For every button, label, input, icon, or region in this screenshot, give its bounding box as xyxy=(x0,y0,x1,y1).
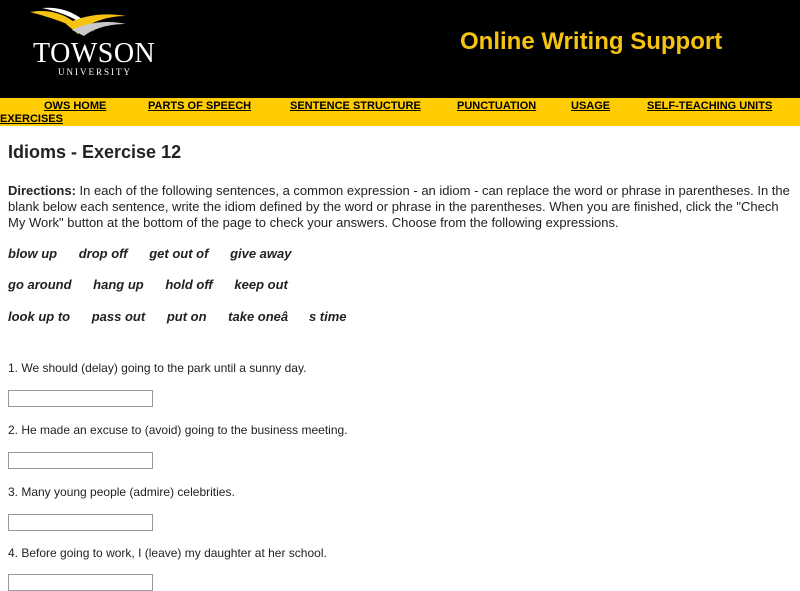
site-title: Online Writing Support xyxy=(460,28,723,55)
nav-self-teaching-units[interactable]: SELF-TEACHING UNITS xyxy=(647,100,773,112)
answer-input-2[interactable] xyxy=(8,452,153,469)
question-1: 1. We should (delay) going to the park until a sunny day. xyxy=(8,361,307,375)
answer-input-3[interactable] xyxy=(8,514,153,531)
expression-item: go around xyxy=(8,277,72,292)
nav-sentence-structure[interactable]: SENTENCE STRUCTURE xyxy=(290,100,421,112)
nav-exercises[interactable]: EXERCISES xyxy=(0,113,63,125)
nav-usage[interactable]: USAGE xyxy=(571,100,611,112)
nav-parts-of-speech[interactable]: PARTS OF SPEECH xyxy=(148,100,252,112)
expression-row xyxy=(8,246,310,261)
answer-input-4[interactable] xyxy=(8,574,153,591)
directions-text: In each of the following sentences, a common expression - an idiom - can replace the word or phrase in parentheses. In the blank below each sentence, write the idiom defined by the word or phrase in the parentheses. When you are finished, click the "Chech My Work" button at the bottom of the page to check your answers. Choose from the following expressions. xyxy=(8,183,790,230)
expression-item: look up to xyxy=(8,309,71,324)
expression-item: get out of xyxy=(149,246,209,261)
expression-item: give away xyxy=(230,246,292,261)
page-title: Idioms - Exercise 12 xyxy=(8,142,182,162)
expression-item: pass out xyxy=(91,309,146,324)
expression-item: hang up xyxy=(93,277,144,292)
expression-item: blow up xyxy=(8,246,58,261)
expression-item: hold off xyxy=(165,277,213,292)
question-2: 2. He made an excuse to (avoid) going to the business meeting. xyxy=(8,423,348,437)
directions-label: Directions: xyxy=(8,183,76,198)
expression-item: drop off xyxy=(78,246,128,261)
expression-row xyxy=(8,309,365,326)
question-4: 4. Before going to work, I (leave) my daughter at her school. xyxy=(8,546,327,560)
nav-ows-home[interactable]: OWS HOME xyxy=(44,100,107,112)
logo-subtitle: UNIVERSITY xyxy=(58,67,132,77)
site-header xyxy=(0,0,800,98)
nav-punctuation[interactable]: PUNCTUATION xyxy=(457,100,537,112)
answer-input-1[interactable] xyxy=(8,390,153,407)
logo-wordmark: TOWSON xyxy=(33,38,156,69)
question-3: 3. Many young people (admire) celebrities. xyxy=(8,485,235,499)
expression-item: keep out xyxy=(234,277,288,292)
expression-item: put on xyxy=(166,309,207,324)
main-nav xyxy=(0,98,800,126)
expression-row xyxy=(8,277,306,292)
expression-item: take oneâs time xyxy=(228,309,347,324)
directions-paragraph xyxy=(8,183,798,231)
